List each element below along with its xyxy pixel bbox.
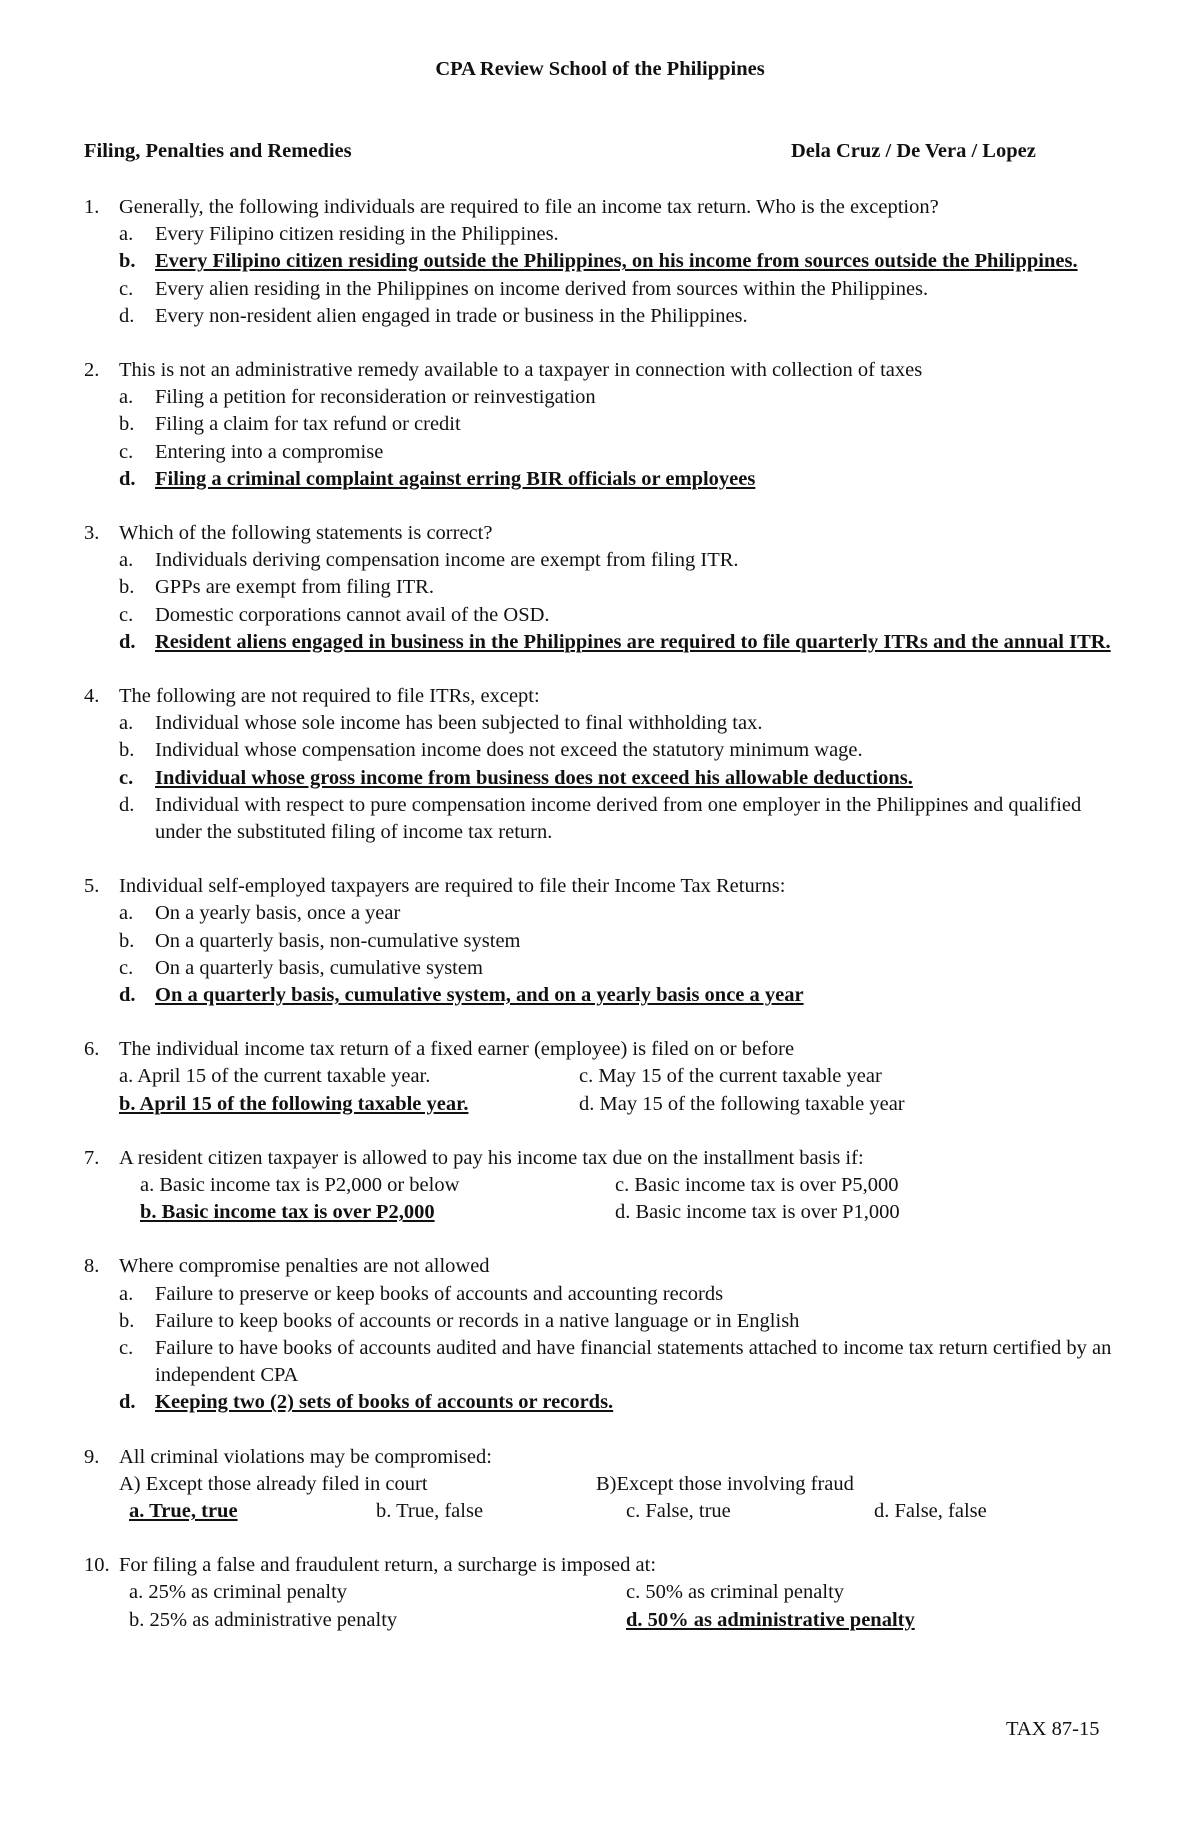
question-text: Where compromise penalties are not allowed xyxy=(119,1255,490,1278)
option-letter: c. xyxy=(119,956,134,979)
option-a xyxy=(84,547,1130,574)
option-b-correct-answer xyxy=(84,248,1130,275)
option-a xyxy=(84,1281,1130,1308)
option-text: Entering into a compromise xyxy=(155,440,384,463)
option-c: c. May 15 of the current taxable year xyxy=(579,1065,882,1088)
school-title: CPA Review School of the Philippines xyxy=(435,58,765,80)
question-text: This is not an administrative remedy available to a taxpayer in connection with collection of taxes xyxy=(119,359,923,382)
option-text: Individual whose gross income from business does not exceed his allowable deductions. xyxy=(155,766,913,789)
question-number: 6. xyxy=(84,1038,100,1061)
option-letter: d. xyxy=(119,467,136,490)
option-a: a. April 15 of the current taxable year. xyxy=(119,1065,431,1088)
option-row xyxy=(84,1199,1130,1226)
option-a: a. 25% as criminal penalty xyxy=(129,1581,348,1604)
option-letter: c. xyxy=(119,603,134,626)
question-6 xyxy=(84,1036,1130,1118)
option-b xyxy=(84,737,1130,764)
option-letter: d. xyxy=(119,304,135,327)
question-3 xyxy=(84,520,1130,656)
option-text: On a yearly basis, once a year xyxy=(155,902,401,925)
option-text: Individual with respect to pure compensation income derived from one employer in the Philippines and qualified under the substituted filing of income tax return. xyxy=(155,793,1082,844)
option-d-correct-answer xyxy=(84,466,1130,493)
option-a: a. Basic income tax is P2,000 or below xyxy=(140,1174,460,1197)
option-letter: b. xyxy=(119,929,135,952)
option-text: On a quarterly basis, non-cumulative system xyxy=(155,929,521,952)
question-text: Which of the following statements is correct? xyxy=(119,522,493,545)
option-c: c. 50% as criminal penalty xyxy=(626,1581,845,1604)
question-number: 7. xyxy=(84,1146,100,1169)
option-d-correct-answer xyxy=(84,982,1130,1009)
option-a xyxy=(84,710,1130,737)
option-text: Filing a petition for reconsideration or reinvestigation xyxy=(155,386,596,409)
option-a xyxy=(84,900,1130,927)
page-code: TAX 87-15 xyxy=(1006,1718,1100,1740)
question-1 xyxy=(84,194,1130,330)
question-9 xyxy=(84,1444,1130,1526)
option-letter: c. xyxy=(119,440,134,463)
option-text: Keeping two (2) sets of books of accounts or records. xyxy=(155,1391,614,1414)
option-b xyxy=(84,1308,1130,1335)
option-letter: a. xyxy=(119,223,134,246)
option-letter: d. xyxy=(119,630,136,653)
option-b: b. 25% as administrative penalty xyxy=(129,1608,398,1631)
authors: Dela Cruz / De Vera / Lopez xyxy=(791,140,1036,162)
option-letter: c. xyxy=(119,277,134,300)
option-text: Individual whose compensation income does not exceed the statutory minimum wage. xyxy=(155,739,863,762)
option-b-correct-answer: b. April 15 of the following taxable year. xyxy=(119,1092,469,1115)
option-d: d. Basic income tax is over P1,000 xyxy=(615,1201,900,1224)
option-letter: d. xyxy=(119,984,136,1007)
question-2 xyxy=(84,357,1130,493)
option-c: c. Basic income tax is over P5,000 xyxy=(615,1174,899,1197)
option-text: On a quarterly basis, cumulative system, and on a yearly basis once a year xyxy=(155,984,804,1007)
option-text: Individual whose sole income has been subjected to final withholding tax. xyxy=(155,712,763,735)
option-letter: a. xyxy=(119,549,134,572)
option-b xyxy=(84,574,1130,601)
option-letter: a. xyxy=(119,902,134,925)
option-text: Every Filipino citizen residing in the Philippines. xyxy=(155,223,559,246)
option-text: Resident aliens engaged in business in the Philippines are required to file quarterly ITRs and the annual ITR. xyxy=(155,630,1111,653)
question-text: Individual self-employed taxpayers are required to file their Income Tax Returns: xyxy=(119,875,786,898)
option-text: On a quarterly basis, cumulative system xyxy=(155,956,483,979)
option-text: Domestic corporations cannot avail of the OSD. xyxy=(155,603,550,626)
option-a xyxy=(84,384,1130,411)
option-row xyxy=(84,1607,1130,1634)
option-b xyxy=(84,411,1130,438)
question-number: 10. xyxy=(84,1554,110,1577)
option-row xyxy=(84,1172,1130,1199)
question-number: 2. xyxy=(84,359,100,382)
option-letter: b. xyxy=(119,576,135,599)
option-text: Failure to preserve or keep books of accounts and accounting records xyxy=(155,1282,724,1305)
question-number: 8. xyxy=(84,1255,100,1278)
question-4 xyxy=(84,683,1130,846)
subject-title: Filing, Penalties and Remedies xyxy=(84,140,352,162)
option-text: Every alien residing in the Philippines on income derived from sources within the Philippines. xyxy=(155,277,929,300)
option-c-correct-answer xyxy=(84,765,1130,792)
option-letter: c. xyxy=(119,766,134,789)
option-c xyxy=(84,276,1130,303)
option-c xyxy=(84,955,1130,982)
option-row xyxy=(84,1063,1130,1090)
option-letter: a. xyxy=(119,712,134,735)
option-d xyxy=(84,792,1130,846)
option-letter: c. xyxy=(119,1337,134,1360)
option-d-correct-answer xyxy=(84,1389,1130,1416)
option-c xyxy=(84,602,1130,629)
question-list xyxy=(84,194,1130,1661)
option-letter: a. xyxy=(119,1282,134,1305)
option-text: Failure to keep books of accounts or records in a native language or in English xyxy=(155,1309,800,1332)
option-text: Every non-resident alien engaged in trade or business in the Philippines. xyxy=(155,304,748,327)
option-letter: d. xyxy=(119,1391,136,1414)
option-d xyxy=(84,303,1130,330)
option-row xyxy=(84,1579,1130,1606)
option-d-correct-answer: d. 50% as administrative penalty xyxy=(626,1608,915,1631)
question-text: The individual income tax return of a fixed earner (employee) is filed on or before xyxy=(119,1038,795,1061)
option-b xyxy=(84,928,1130,955)
option-letter: d. xyxy=(119,793,135,816)
option-letter: b. xyxy=(119,739,135,762)
option-d-correct-answer xyxy=(84,629,1130,656)
option-c: c. False, true xyxy=(626,1500,731,1523)
option-b-correct-answer: b. Basic income tax is over P2,000 xyxy=(140,1201,435,1224)
option-text: Individuals deriving compensation income are exempt from filing ITR. xyxy=(155,549,739,572)
question-10 xyxy=(84,1552,1130,1634)
option-text: Filing a criminal complaint against erring BIR officials or employees xyxy=(155,467,756,490)
question-7 xyxy=(84,1145,1130,1227)
question-number: 4. xyxy=(84,685,100,708)
option-text: Every Filipino citizen residing outside the Philippines, on his income from sources outside the Philippines. xyxy=(155,250,1078,273)
option-text: GPPs are exempt from filing ITR. xyxy=(155,576,434,599)
option-letter: b. xyxy=(119,413,135,436)
option-text: Failure to have books of accounts audited and have financial statements attached to income tax return certified by an independent CPA xyxy=(155,1337,1112,1387)
option-c xyxy=(84,439,1130,466)
question-number: 9. xyxy=(84,1445,100,1468)
question-text: A resident citizen taxpayer is allowed to pay his income tax due on the installment basis if: xyxy=(119,1146,864,1169)
question-text: All criminal violations may be compromised: xyxy=(119,1445,492,1468)
option-letter: b. xyxy=(119,1309,135,1332)
option-c xyxy=(84,1335,1130,1389)
question-text: The following are not required to file ITRs, except: xyxy=(119,685,540,708)
option-row xyxy=(84,1498,1130,1525)
question-text: For filing a false and fraudulent return, a surcharge is imposed at: xyxy=(119,1554,657,1577)
option-a-correct-answer: a. True, true xyxy=(129,1500,238,1523)
question-5 xyxy=(84,873,1130,1009)
option-text: Filing a claim for tax refund or credit xyxy=(155,413,461,436)
question-8 xyxy=(84,1253,1130,1416)
question-text: Generally, the following individuals are required to file an income tax return. Who is the exception? xyxy=(119,196,939,218)
question-number: 3. xyxy=(84,522,100,545)
option-d: d. False, false xyxy=(874,1500,987,1523)
statement-b: B)Except those involving fraud xyxy=(596,1472,854,1495)
statement-a: A) Except those already filed in court xyxy=(119,1472,428,1495)
option-row xyxy=(84,1091,1130,1118)
question-number: 1. xyxy=(84,196,100,218)
option-b: b. True, false xyxy=(376,1500,484,1523)
statement-row xyxy=(84,1471,1130,1498)
question-number: 5. xyxy=(84,875,100,898)
option-letter: a. xyxy=(119,386,134,409)
option-d: d. May 15 of the following taxable year xyxy=(579,1092,905,1115)
option-letter: b. xyxy=(119,250,136,273)
option-a xyxy=(84,221,1130,248)
